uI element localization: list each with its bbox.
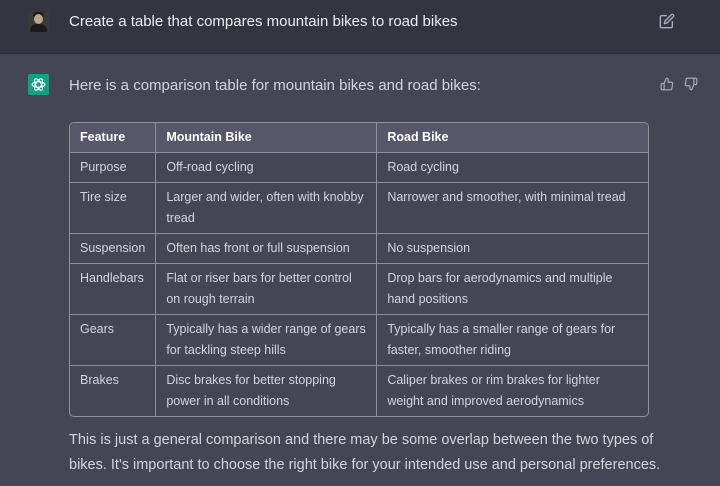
- table-cell: Handlebars: [70, 264, 156, 315]
- header-feature: Feature: [70, 123, 156, 153]
- thumbs-up-icon[interactable]: [660, 77, 674, 91]
- header-road-bike: Road Bike: [377, 123, 648, 153]
- assistant-intro-text: Here is a comparison table for mountain bikes and road bikes:: [69, 77, 481, 94]
- comparison-table: [69, 122, 649, 417]
- table-row: [70, 366, 648, 417]
- table-cell: Suspension: [70, 234, 156, 264]
- thumbs-down-icon[interactable]: [684, 77, 698, 91]
- table-row: [70, 183, 648, 234]
- table-cell: Typically has a wider range of gears for tackling steep hills: [156, 315, 377, 366]
- assistant-outro-text: This is just a general comparison and there may be some overlap between the two types of bikes. It's important to choose the right bike for your intended use and personal preferences.: [69, 432, 661, 473]
- table-cell: Tire size: [70, 183, 156, 234]
- user-message-row: [0, 0, 720, 54]
- table-row: [70, 315, 648, 366]
- openai-logo-icon: [28, 74, 49, 95]
- table-header-row: [70, 123, 648, 153]
- table-cell: Drop bars for aerodynamics and multiple hand positions: [377, 264, 648, 315]
- table-cell: Narrower and smoother, with minimal tread: [377, 183, 648, 234]
- table-cell: Flat or riser bars for better control on rough terrain: [156, 264, 377, 315]
- user-message-text: Create a table that compares mountain bikes to road bikes: [69, 13, 458, 30]
- table-cell: Purpose: [70, 153, 156, 183]
- table-row: [70, 153, 648, 183]
- table-row: [70, 264, 648, 315]
- table-cell: Larger and wider, often with knobby tread: [156, 183, 377, 234]
- table-cell: Disc brakes for better stopping power in all conditions: [156, 366, 377, 417]
- edit-icon[interactable]: [659, 13, 675, 29]
- table-cell: Caliper brakes or rim brakes for lighter weight and improved aerodynamics: [377, 366, 648, 417]
- header-mountain-bike: Mountain Bike: [156, 123, 377, 153]
- table-cell: Off-road cycling: [156, 153, 377, 183]
- table-cell: Brakes: [70, 366, 156, 417]
- table-cell: Typically has a smaller range of gears for faster, smoother riding: [377, 315, 648, 366]
- table-cell: Gears: [70, 315, 156, 366]
- user-avatar: [28, 11, 49, 32]
- table-cell: Often has front or full suspension: [156, 234, 377, 264]
- table-cell: No suspension: [377, 234, 648, 264]
- table-cell: Road cycling: [377, 153, 648, 183]
- table-row: [70, 234, 648, 264]
